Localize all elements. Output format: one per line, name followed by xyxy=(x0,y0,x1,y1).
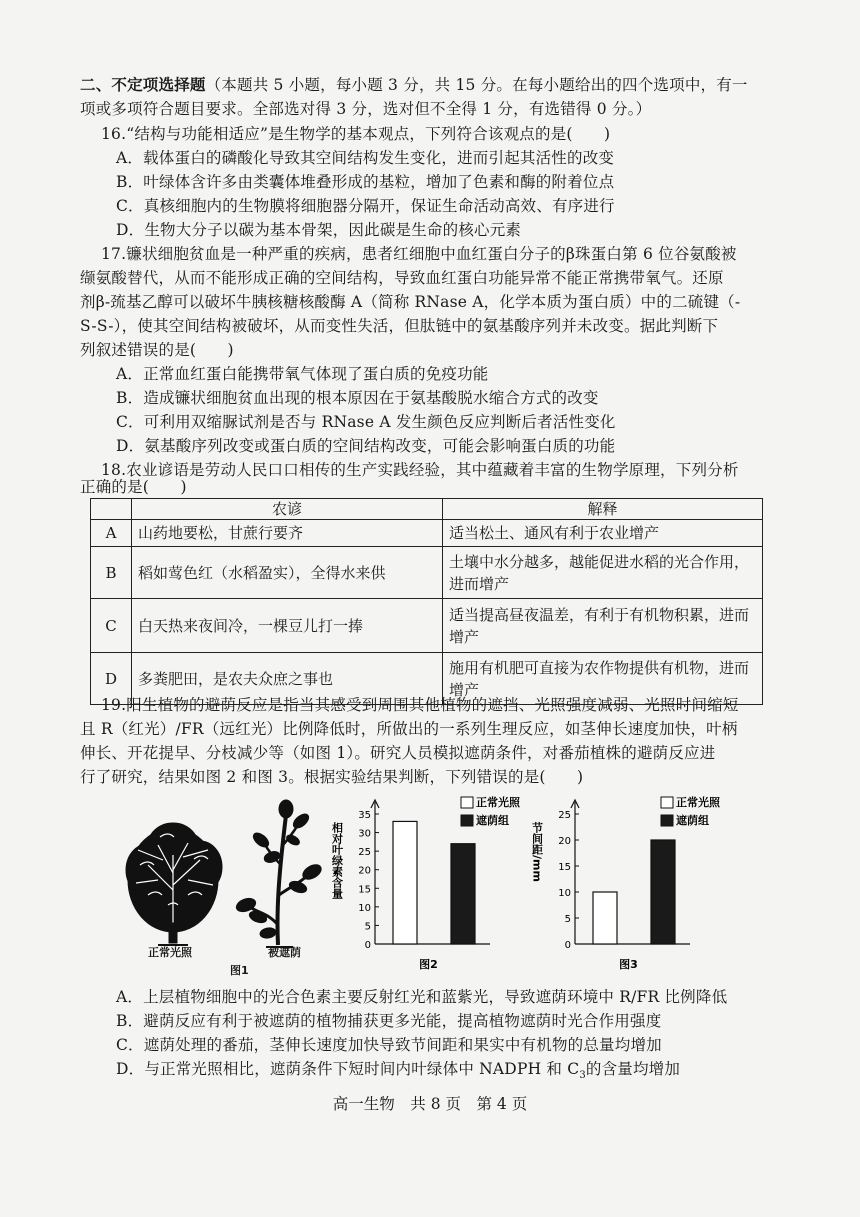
q19-option-d-subscript: 3 xyxy=(579,1070,586,1082)
legend-swatch xyxy=(661,815,673,826)
row-explain: 土壤中水分越多，越能促进水稻的光合作用，进而增产 xyxy=(443,547,763,599)
q16-option-a: A．载体蛋白的磷酸化导致其空间结构发生变化，进而引起其活性的改变 xyxy=(116,149,615,167)
legend-label: 遮荫组 xyxy=(476,814,509,827)
q19-option-a: A．上层植物细胞中的光合色素主要反射红光和蓝紫光，导致遮荫环境中 R/FR 比例降低 xyxy=(116,988,728,1006)
q19-option-d xyxy=(116,1058,680,1087)
q19-stem-2: 且 R（红光）/FR（远红光）比例降低时，所做出的一系列生理反应，如茎伸长速度加快，叶柄 xyxy=(80,720,738,738)
y-tick-label: 10 xyxy=(558,888,571,899)
y-tick-label: 25 xyxy=(358,847,371,859)
q19-option-d-tail: 的含量均增加 xyxy=(585,1060,681,1078)
row-proverb: 白天热来夜间冷，一棵豆儿打一捧 xyxy=(132,599,443,653)
legend-label: 遮荫组 xyxy=(676,814,709,827)
q18-stem-1: 18.农业谚语是劳动人民口口相传的生产实践经验，其中蕴藏着丰富的生物学原理，下列分析 xyxy=(101,461,739,479)
legend-swatch xyxy=(661,797,673,808)
q18-table xyxy=(90,498,763,705)
plant-shaded-icon xyxy=(235,800,324,947)
y-tick-label: 10 xyxy=(358,902,371,914)
figure-3-chart xyxy=(530,792,755,982)
row-explain: 适当松土、通风有利于农业增产 xyxy=(443,520,763,547)
legend-swatch xyxy=(461,815,473,826)
table-row xyxy=(91,599,763,653)
section-heading-line2: 项或多项符合题目要求。全部选对得 3 分，选对但不全得 1 分，有选错得 0 分。） xyxy=(80,100,652,118)
q19-option-d-text: D．与正常光照相比，遮荫条件下短时间内叶绿体中 NADPH 和 C xyxy=(116,1060,580,1078)
q18-stem-2: 正确的是( ) xyxy=(80,478,187,496)
legend-swatch xyxy=(461,797,473,808)
tree-normal-light-icon xyxy=(126,823,222,945)
row-proverb: 多粪肥田，是农夫众庶之事也 xyxy=(132,653,443,705)
page-footer: 高一生物 共 8 页 第 4 页 xyxy=(332,1095,528,1113)
legend-label: 正常光照 xyxy=(476,796,520,809)
chart-caption: 图2 xyxy=(419,958,438,971)
row-proverb: 山药地要松，甘蔗行要齐 xyxy=(132,520,443,547)
row-explain: 施用有机肥可直接为农作物提供有机物，进而增产 xyxy=(443,653,763,705)
q19-option-b: B．避荫反应有利于被遮荫的植物捕获更多光能，提高植物遮荫时光合作用强度 xyxy=(116,1012,662,1030)
q19-stem-4: 行了研究，结果如图 2 和图 3。根据实验结果判断，下列错误的是( ) xyxy=(80,768,584,786)
y-axis-label: 节间距/mm xyxy=(530,822,544,882)
row-key: B xyxy=(91,547,132,599)
section-instructions: （本题共 5 小题，每小题 3 分，共 15 分。在每小题给出的四个选项中，有一 xyxy=(205,76,748,94)
row-key: C xyxy=(91,599,132,653)
figure-2-chart xyxy=(330,792,555,982)
q17-option-b: B．造成镰状细胞贫血出现的根本原因在于氨基酸脱水缩合方式的改变 xyxy=(116,389,599,407)
y-tick-label: 35 xyxy=(358,810,371,821)
q17-stem-4: S-S-），使其空间结构被破坏，从而变性失活，但肽链中的氨基酸序列并未改变。据此判断下 xyxy=(80,317,719,335)
q17-option-a: A．正常血红蛋白能携带氧气体现了蛋白质的免疫功能 xyxy=(116,365,489,383)
fig1-label-normal: 正常光照 xyxy=(148,946,192,959)
q17-stem-1: 17.镰状细胞贫血是一种严重的疾病，患者红细胞中血红蛋白分子的β珠蛋白第 6 位谷氨酸被 xyxy=(101,245,737,263)
bar-normal-light xyxy=(393,821,417,944)
y-tick-label: 0 xyxy=(364,940,371,951)
table-header-blank xyxy=(91,499,132,520)
y-tick-label: 5 xyxy=(364,921,371,933)
q17-stem-2: 缬氨酸替代，从而不能形成正确的空间结构，导致血红蛋白功能异常不能正常携带氧气。还原 xyxy=(80,269,724,287)
q19-option-c: C．遮荫处理的番茄，茎伸长速度加快导致节间距和果实中有机物的总量均增加 xyxy=(116,1036,662,1054)
row-key: D xyxy=(91,653,132,705)
table-row xyxy=(91,520,763,547)
y-tick-label: 20 xyxy=(558,836,571,847)
y-tick-label: 25 xyxy=(558,810,571,821)
y-axis-label: 相对叶绿素含量 xyxy=(330,822,344,899)
y-tick-label: 0 xyxy=(564,940,571,951)
q19-stem-1: 19.阳生植物的避荫反应是指当其感受到周围其他植物的遮挡、光照强度减弱、光照时间缩短 xyxy=(101,696,739,714)
table-header-proverb: 农谚 xyxy=(132,499,443,520)
y-tick-label: 5 xyxy=(564,914,571,925)
q17-option-d: D．氨基酸序列改变或蛋白质的空间结构改变，可能会影响蛋白质的功能 xyxy=(116,437,616,455)
y-tick-label: 20 xyxy=(358,865,371,877)
row-proverb: 稻如莺色红（水稻盈实），全得水来供 xyxy=(132,547,443,599)
fig1-caption: 图1 xyxy=(230,964,249,977)
q16-option-d: D．生物大分子以碳为基本骨架，因此碳是生命的核心元素 xyxy=(116,221,522,239)
q16-option-b: B．叶绿体含许多由类囊体堆叠形成的基粒，增加了色素和酶的附着位点 xyxy=(116,173,615,191)
table-row xyxy=(91,547,763,599)
section-title: 二、不定项选择题 xyxy=(80,75,206,94)
table-header-explain: 解释 xyxy=(443,499,763,520)
q19-stem-3: 伸长、开花提早、分枝减少等（如图 1）。研究人员模拟遮荫条件，对番茄植株的避荫反应进 xyxy=(80,744,716,762)
y-tick-label: 30 xyxy=(358,828,371,840)
q17-stem-3: 剂β-巯基乙醇可以破坏牛胰核糖核酸酶 A（简称 RNase A，化学本质为蛋白质）中的二硫键（- xyxy=(80,293,741,311)
bar-shaded xyxy=(451,844,475,944)
row-explain: 适当提高昼夜温差，有利于有机物积累，进而增产 xyxy=(443,599,763,653)
legend-label: 正常光照 xyxy=(676,796,720,809)
q16-option-c: C．真核细胞内的生物膜将细胞器分隔开，保证生命活动高效、有序进行 xyxy=(116,197,615,215)
section-heading-line1 xyxy=(80,74,748,96)
fig1-label-shaded: 被遮荫 xyxy=(268,946,301,959)
bar-shaded xyxy=(651,840,675,944)
q17-option-c: C．可利用双缩脲试剂是否与 RNase A 发生颜色反应判断后者活性变化 xyxy=(116,413,616,431)
bar-normal-light xyxy=(593,892,617,944)
y-tick-label: 15 xyxy=(358,884,371,896)
q16-stem: 16.“结构与功能相适应”是生物学的基本观点，下列符合该观点的是( ) xyxy=(101,125,611,143)
table-header-row xyxy=(91,499,763,520)
chart-caption: 图3 xyxy=(619,958,638,971)
q17-stem-5: 列叙述错误的是( ) xyxy=(80,341,234,359)
row-key: A xyxy=(91,520,132,547)
y-tick-label: 15 xyxy=(558,862,571,873)
